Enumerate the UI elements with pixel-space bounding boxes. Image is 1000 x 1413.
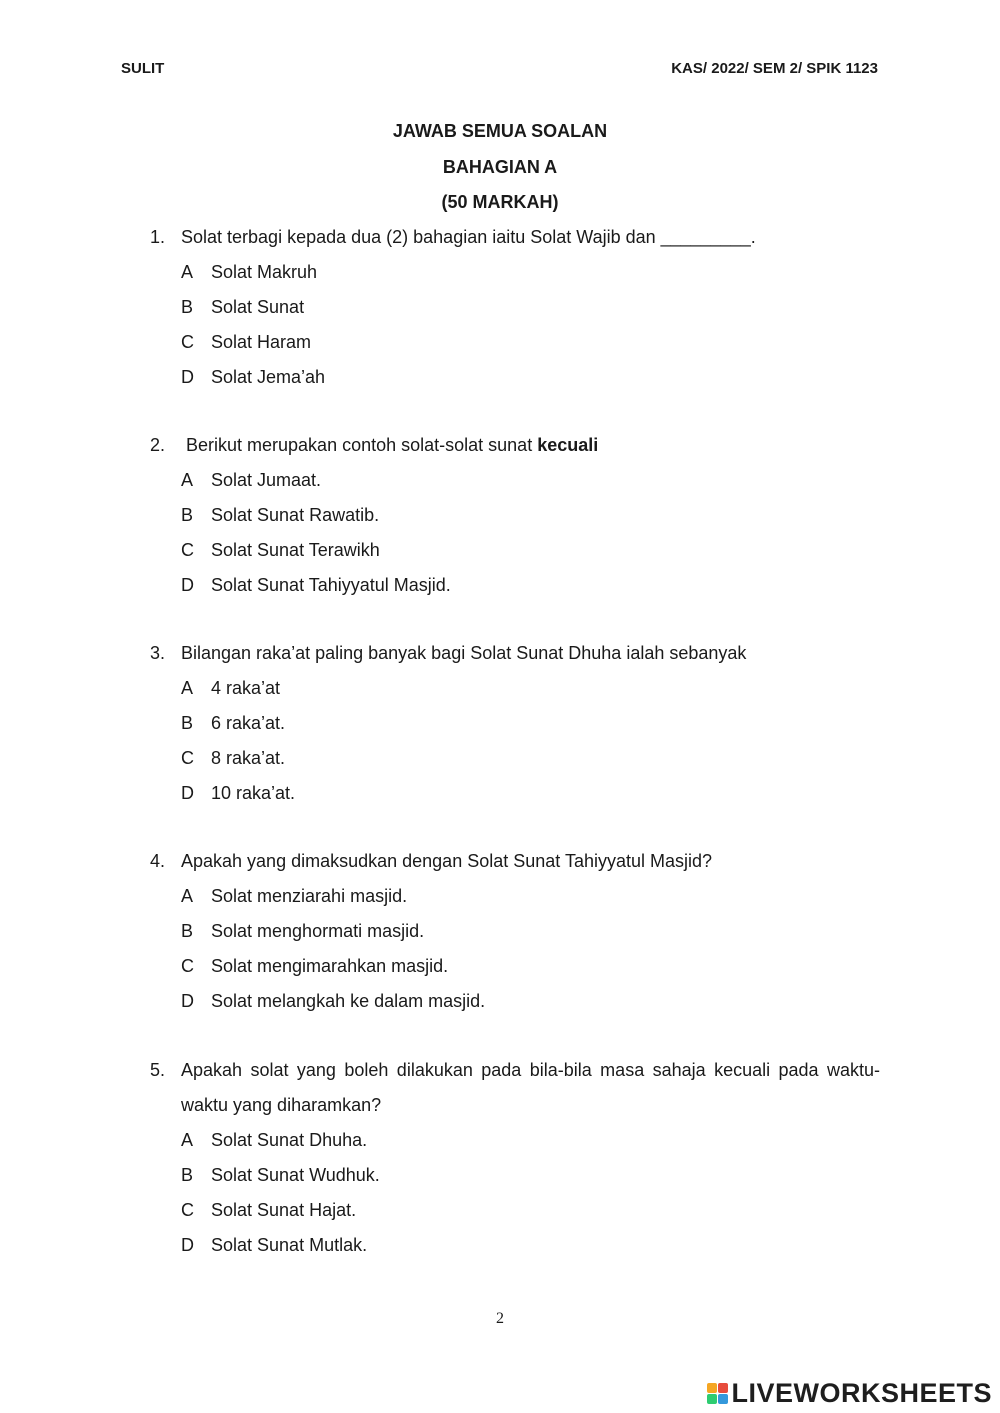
question-1 — [150, 220, 880, 395]
option-text: Solat Sunat Dhuha. — [211, 1130, 368, 1150]
question-text: Solat terbagi kepada dua (2) bahagian iaitu Solat Wajib dan _________. — [181, 227, 756, 247]
option-letter: D — [181, 991, 194, 1011]
option-c[interactable] — [150, 949, 880, 984]
option-letter: B — [181, 921, 194, 941]
option-text: Solat menghormati masjid. — [211, 921, 425, 941]
option-b[interactable] — [150, 290, 880, 325]
option-d[interactable] — [150, 568, 880, 603]
option-a[interactable] — [150, 879, 880, 914]
option-text: Solat Sunat Wudhuk. — [211, 1165, 380, 1185]
question-number: 4. — [150, 851, 166, 871]
option-letter: C — [181, 748, 194, 768]
option-a[interactable] — [150, 463, 880, 498]
question-text: Bilangan raka’at paling banyak bagi Solat Sunat Dhuha ialah sebanyak — [181, 643, 747, 663]
question-text: Apakah yang dimaksudkan dengan Solat Sunat Tahiyyatul Masjid? — [181, 851, 713, 871]
logo-square-4 — [718, 1394, 728, 1404]
option-d[interactable] — [150, 984, 880, 1019]
option-letter: A — [181, 262, 194, 282]
question-text: Apakah solat yang boleh dilakukan pada bila-bila masa sahaja kecuali pada waktu-waktu yang diharamkan? — [181, 1060, 880, 1115]
option-letter: A — [181, 1130, 194, 1150]
option-b[interactable] — [150, 706, 880, 741]
marks-title: (50 MARKAH) — [441, 192, 559, 212]
option-letter: C — [181, 332, 194, 352]
option-text: Solat Sunat Tahiyyatul Masjid. — [211, 575, 451, 595]
option-text: 6 raka’at. — [211, 713, 286, 733]
option-text: 4 raka’at — [211, 678, 281, 698]
option-letter: A — [181, 678, 194, 698]
liveworksheets-brand[interactable] — [707, 1378, 992, 1409]
option-c[interactable] — [150, 741, 880, 776]
option-text: 10 raka’at. — [211, 783, 296, 803]
option-a[interactable] — [150, 255, 880, 290]
option-text: Solat Sunat Terawikh — [211, 540, 380, 560]
option-letter: C — [181, 956, 194, 976]
option-d[interactable] — [150, 360, 880, 395]
question-2 — [150, 428, 880, 603]
option-letter: A — [181, 470, 194, 490]
question-text-main: Berikut merupakan contoh solat-solat sunat — [181, 435, 538, 455]
option-letter: D — [181, 1235, 194, 1255]
option-a[interactable] — [150, 1123, 880, 1158]
logo-square-1 — [707, 1383, 717, 1393]
option-d[interactable] — [150, 1228, 880, 1263]
instruction-title: JAWAB SEMUA SOALAN — [392, 121, 608, 141]
page-number: 2 — [496, 1310, 504, 1327]
question-emphasis: kecuali — [537, 435, 599, 455]
option-letter: C — [181, 1200, 194, 1220]
logo-square-2 — [718, 1383, 728, 1393]
option-letter: A — [181, 886, 194, 906]
option-c[interactable] — [150, 533, 880, 568]
option-text: Solat Sunat Mutlak. — [211, 1235, 368, 1255]
question-number: 1. — [150, 227, 166, 247]
brand-name: LIVEWORKSHEETS — [731, 1378, 992, 1408]
option-letter: B — [181, 505, 194, 525]
option-text: Solat melangkah ke dalam masjid. — [211, 991, 486, 1011]
question-number: 5. — [150, 1060, 166, 1080]
option-text: Solat Sunat Rawatib. — [211, 505, 380, 525]
liveworksheets-logo-icon — [707, 1383, 728, 1404]
option-text: Solat Jema’ah — [211, 367, 326, 387]
header-right-code: KAS/ 2022/ SEM 2/ SPIK 1123 — [671, 60, 878, 77]
question-4 — [150, 844, 880, 1019]
option-text: Solat Haram — [211, 332, 312, 352]
option-c[interactable] — [150, 1193, 880, 1228]
section-title: BAHAGIAN A — [442, 157, 558, 177]
option-b[interactable] — [150, 1158, 880, 1193]
option-letter: D — [181, 367, 194, 387]
option-letter: D — [181, 575, 194, 595]
option-letter: B — [181, 1165, 194, 1185]
option-text: Solat Sunat — [211, 297, 305, 317]
question-number: 3. — [150, 643, 166, 663]
option-a[interactable] — [150, 671, 880, 706]
option-text: Solat Sunat Hajat. — [211, 1200, 357, 1220]
question-5 — [150, 1053, 880, 1263]
option-text: Solat Makruh — [211, 262, 318, 282]
option-text: Solat mengimarahkan masjid. — [211, 956, 449, 976]
option-b[interactable] — [150, 498, 880, 533]
header-left-label: SULIT — [121, 60, 165, 77]
option-letter: B — [181, 297, 194, 317]
logo-square-3 — [707, 1394, 717, 1404]
option-letter: D — [181, 783, 194, 803]
question-number: 2. — [150, 435, 166, 455]
option-text: 8 raka’at. — [211, 748, 286, 768]
option-c[interactable] — [150, 325, 880, 360]
option-text: Solat menziarahi masjid. — [211, 886, 408, 906]
option-d[interactable] — [150, 776, 880, 811]
question-text — [181, 428, 880, 463]
option-text: Solat Jumaat. — [211, 470, 322, 490]
option-letter: B — [181, 713, 194, 733]
option-letter: C — [181, 540, 194, 560]
option-b[interactable] — [150, 914, 880, 949]
question-3 — [150, 636, 880, 811]
